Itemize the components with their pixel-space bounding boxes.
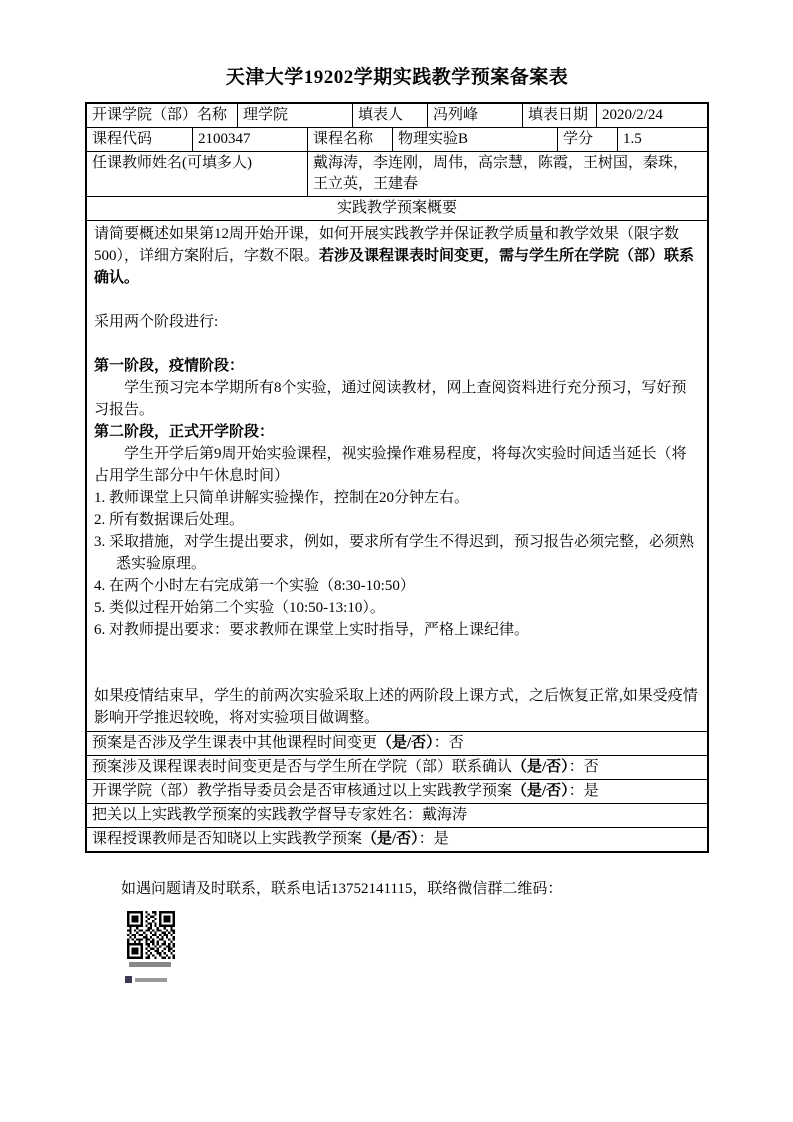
document-title: 天津大学19202学期实践教学预案备案表 bbox=[225, 67, 569, 88]
table-row bbox=[87, 196, 707, 220]
blank-line bbox=[94, 289, 700, 311]
list-item: 2. 所有数据课后处理。 bbox=[94, 512, 245, 528]
question-yesno: （是/否） bbox=[512, 759, 569, 775]
plan-content-cell bbox=[87, 221, 707, 731]
table-row bbox=[87, 104, 707, 127]
stage2-title: 第二阶段，正式开学阶段： bbox=[94, 424, 275, 440]
question-text: 把关以上实践教学预案的实践教学督导专家姓名：戴海涛 bbox=[92, 807, 468, 823]
question-yesno: （是/否） bbox=[512, 783, 569, 799]
field-value-credit: 1.5 bbox=[617, 128, 707, 151]
question-supervisor-name bbox=[87, 804, 707, 827]
qr-code-image bbox=[127, 911, 175, 959]
question-text: 课程授课教师是否知晓以上实践教学预案 bbox=[92, 831, 363, 847]
field-value-date: 2020/2/24 bbox=[596, 104, 707, 127]
wechat-mini-icon bbox=[125, 976, 132, 983]
qr-caption-text bbox=[129, 962, 171, 967]
qr-code bbox=[127, 911, 175, 959]
form-table bbox=[85, 102, 709, 853]
section-header: 实践教学预案概要 bbox=[336, 200, 457, 216]
qr-footer-mark bbox=[125, 976, 709, 983]
table-row bbox=[87, 803, 707, 827]
paragraph-plan: 采用两个阶段进行: bbox=[94, 314, 219, 330]
question-teachers-aware bbox=[87, 828, 707, 851]
table-row bbox=[87, 220, 707, 731]
blank-line bbox=[94, 641, 700, 663]
list-item: 4. 在两个小时左右完成第一个实验（8:30-10:50） bbox=[94, 578, 415, 594]
question-yesno: （是/否） bbox=[362, 831, 419, 847]
list-item: 3. 采取措施，对学生提出要求，例如，要求所有学生不得迟到，预习报告必须完整，必须熟悉实验原理。 bbox=[94, 534, 695, 572]
question-answer: ：是 bbox=[568, 783, 599, 799]
table-row bbox=[87, 827, 707, 851]
question-answer: ：是 bbox=[418, 831, 449, 847]
intro-bold-text: 若涉及课程课表时间变更，需与学生所在学院（部）联系确认。 bbox=[94, 248, 695, 286]
field-value-teachers: 戴海涛，李连刚，周伟，高宗慧，陈霞，王树国，秦珠，王立英，王建春 bbox=[307, 152, 707, 196]
list-item: 6. 对教师提出要求：要求教师在课堂上实时指导，严格上课纪律。 bbox=[94, 622, 530, 638]
question-text: 开课学院（部）教学指导委员会是否审核通过以上实践教学预案 bbox=[92, 783, 513, 799]
intro-text: 请简要概述如果第12周开始开课，如何开展实践教学并保证教学质量和教学效果（限字数500），详细方案附后，字数不限。 bbox=[94, 226, 680, 264]
field-label-course-code: 课程代码 bbox=[92, 131, 153, 147]
field-value-filler: 冯列峰 bbox=[427, 104, 522, 127]
list-item: 1. 教师课堂上只简单讲解实验操作，控制在20分钟左右。 bbox=[94, 490, 470, 506]
table-row bbox=[87, 755, 707, 779]
field-value-college: 理学院 bbox=[237, 104, 352, 127]
contact-line: 如遇问题请及时联系，联系电话13752141115，联络微信群二维码： bbox=[121, 881, 563, 897]
field-value-course-name: 物理实验B bbox=[392, 128, 557, 151]
field-label-course-name: 课程名称 bbox=[307, 128, 392, 151]
field-label-date: 填表日期 bbox=[522, 104, 596, 127]
question-confirm-college bbox=[87, 756, 707, 779]
question-answer: ：否 bbox=[568, 759, 599, 775]
field-label-teachers: 任课教师姓名(可填多人) bbox=[92, 155, 252, 171]
table-row bbox=[87, 731, 707, 755]
table-row bbox=[87, 151, 707, 196]
field-label-filler: 填表人 bbox=[352, 104, 427, 127]
question-yesno: （是/否） bbox=[377, 735, 434, 751]
blank-line bbox=[94, 663, 700, 685]
question-text: 预案涉及课程课表时间变更是否与学生所在学院（部）联系确认 bbox=[92, 759, 513, 775]
field-label-credit: 学分 bbox=[557, 128, 617, 151]
list-item: 5. 类似过程开始第二个实验（10:50-13:10）。 bbox=[94, 600, 385, 616]
field-label-college: 开课学院（部）名称 bbox=[92, 107, 228, 123]
blank-line bbox=[94, 333, 700, 355]
table-row bbox=[87, 779, 707, 803]
question-other-courses bbox=[87, 732, 707, 755]
qr-footer-text bbox=[135, 978, 167, 982]
stage1-title: 第一阶段，疫情阶段： bbox=[94, 358, 245, 374]
field-value-course-code: 2100347 bbox=[192, 128, 307, 151]
paragraph-closing: 如果疫情结束早，学生的前两次实验采取上述的两阶段上课方式，之后恢复正常,如果受疫情影响开学推迟较晚，将对实验项目做调整。 bbox=[94, 688, 698, 726]
stage1-body: 学生预习完本学期所有8个实验，通过阅读教材，网上查阅资料进行充分预习，写好预习报告。 bbox=[94, 380, 687, 418]
question-text: 预案是否涉及学生课表中其他课程时间变更 bbox=[92, 735, 378, 751]
paragraph-intro bbox=[94, 223, 700, 289]
question-answer: ：否 bbox=[433, 735, 464, 751]
question-committee-approved bbox=[87, 780, 707, 803]
stage2-body: 学生开学后第9周开始实验课程，视实验操作难易程度，将每次实验时间适当延长（将占用学生部分中午休息时间） bbox=[94, 446, 687, 484]
table-row bbox=[87, 127, 707, 151]
